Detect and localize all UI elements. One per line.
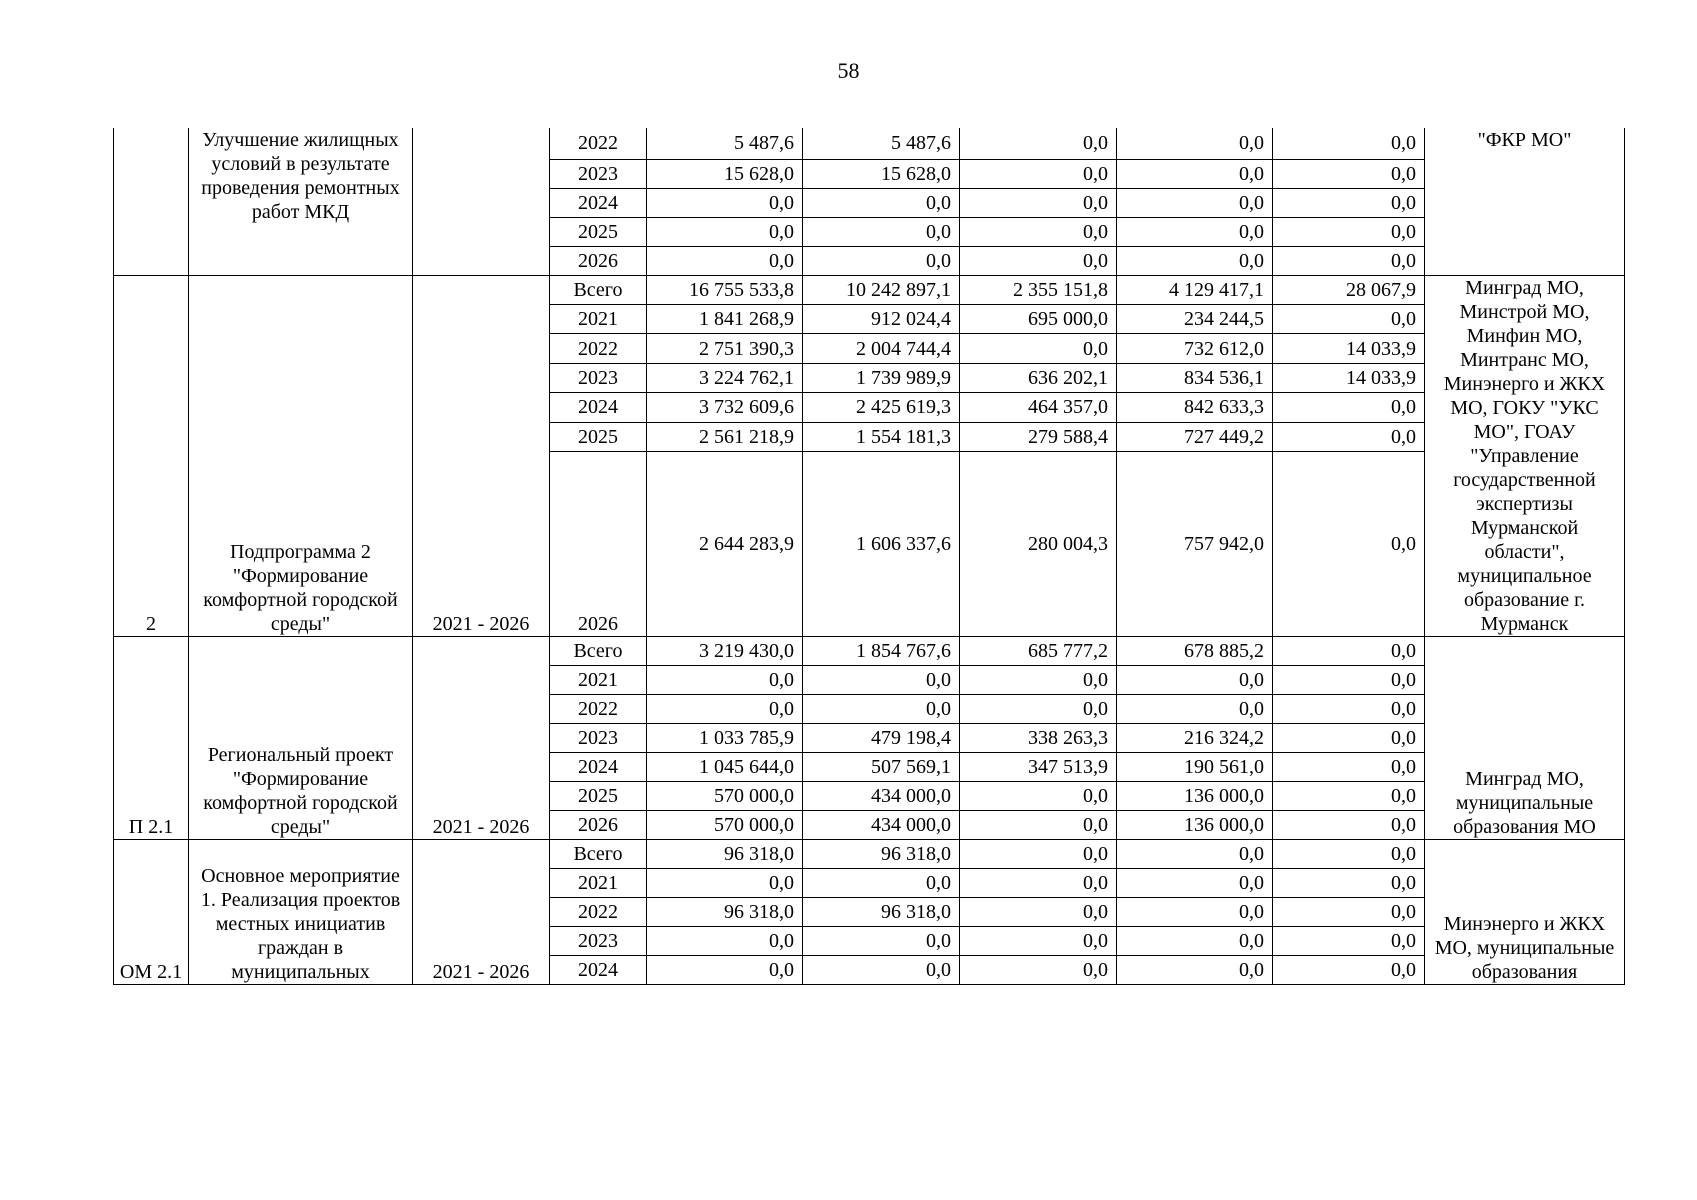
- year-cell: 2026: [550, 246, 647, 275]
- value-cell: 0,0: [803, 926, 960, 955]
- year-cell: 2022: [550, 897, 647, 926]
- value-cell: 28 067,9: [1273, 275, 1425, 304]
- value-cell: 0,0: [960, 781, 1117, 810]
- value-cell: 0,0: [803, 665, 960, 694]
- value-cell: 0,0: [647, 955, 803, 984]
- value-cell: 507 569,1: [803, 752, 960, 781]
- value-cell: 0,0: [1273, 393, 1425, 422]
- value-cell: 0,0: [960, 926, 1117, 955]
- row-executors: Минград МО, Минстрой МО, Минфин МО, Минтранс МО, Минэнерго и ЖКХ МО, ГОКУ "УКС МО", ГОАУ "Управление государственной экспертизы Мурманской области", муниципальное образование г. Мурманск: [1425, 275, 1625, 636]
- year-cell: 2024: [550, 752, 647, 781]
- year-cell: 2023: [550, 159, 647, 188]
- value-cell: 0,0: [647, 694, 803, 723]
- row-code: П 2.1: [114, 636, 189, 839]
- value-cell: 0,0: [960, 694, 1117, 723]
- year-cell: 2021: [550, 304, 647, 333]
- value-cell: 0,0: [803, 217, 960, 246]
- value-cell: 2 355 151,8: [960, 275, 1117, 304]
- value-cell: 0,0: [803, 246, 960, 275]
- year-cell: 2024: [550, 955, 647, 984]
- row-period: [413, 128, 550, 275]
- value-cell: 16 755 533,8: [647, 275, 803, 304]
- value-cell: 0,0: [1273, 781, 1425, 810]
- value-cell: 0,0: [1117, 926, 1273, 955]
- value-cell: 0,0: [1273, 897, 1425, 926]
- row-executors: Минград МО, муниципальные образования МО: [1425, 636, 1625, 839]
- value-cell: 678 885,2: [1117, 636, 1273, 665]
- row-name: Подпрограмма 2 "Формирование комфортной городской среды": [189, 275, 413, 636]
- value-cell: 15 628,0: [647, 159, 803, 188]
- value-cell: 338 263,3: [960, 723, 1117, 752]
- row-name: Региональный проект "Формирование комфортной городской среды": [189, 636, 413, 839]
- value-cell: 0,0: [960, 188, 1117, 217]
- value-cell: 685 777,2: [960, 636, 1117, 665]
- year-cell: 2026: [550, 451, 647, 636]
- value-cell: 0,0: [647, 188, 803, 217]
- value-cell: 0,0: [960, 955, 1117, 984]
- value-cell: 842 633,3: [1117, 393, 1273, 422]
- value-cell: 732 612,0: [1117, 334, 1273, 363]
- year-cell: 2022: [550, 694, 647, 723]
- value-cell: 0,0: [1273, 128, 1425, 159]
- year-cell: 2025: [550, 781, 647, 810]
- value-cell: 96 318,0: [803, 897, 960, 926]
- year-cell: 2026: [550, 810, 647, 839]
- row-period: 2021 - 2026: [413, 636, 550, 839]
- value-cell: 0,0: [647, 665, 803, 694]
- value-cell: 0,0: [1273, 422, 1425, 451]
- value-cell: 0,0: [1273, 451, 1425, 636]
- table-body: [114, 128, 1625, 984]
- value-cell: 0,0: [803, 694, 960, 723]
- value-cell: 0,0: [1273, 217, 1425, 246]
- year-cell: 2023: [550, 926, 647, 955]
- value-cell: 0,0: [1273, 926, 1425, 955]
- year-cell: Всего: [550, 839, 647, 868]
- value-cell: 0,0: [960, 897, 1117, 926]
- value-cell: 0,0: [1273, 839, 1425, 868]
- value-cell: 464 357,0: [960, 393, 1117, 422]
- value-cell: 695 000,0: [960, 304, 1117, 333]
- value-cell: 727 449,2: [1117, 422, 1273, 451]
- value-cell: 834 536,1: [1117, 363, 1273, 392]
- value-cell: 0,0: [1117, 665, 1273, 694]
- budget-table: [113, 128, 1625, 985]
- value-cell: 2 004 744,4: [803, 334, 960, 363]
- value-cell: 0,0: [960, 665, 1117, 694]
- row-name: Основное мероприятие 1. Реализация проектов местных инициатив граждан в муниципальных: [189, 839, 413, 984]
- value-cell: 0,0: [1117, 128, 1273, 159]
- value-cell: 3 224 762,1: [647, 363, 803, 392]
- value-cell: 3 219 430,0: [647, 636, 803, 665]
- row-code: [114, 128, 189, 275]
- value-cell: 4 129 417,1: [1117, 275, 1273, 304]
- year-cell: 2025: [550, 422, 647, 451]
- year-cell: 2024: [550, 188, 647, 217]
- value-cell: 96 318,0: [803, 839, 960, 868]
- value-cell: 5 487,6: [803, 128, 960, 159]
- value-cell: 0,0: [960, 217, 1117, 246]
- value-cell: 434 000,0: [803, 810, 960, 839]
- value-cell: 0,0: [1273, 188, 1425, 217]
- table-row: [114, 839, 1625, 868]
- value-cell: 1 854 767,6: [803, 636, 960, 665]
- value-cell: 14 033,9: [1273, 363, 1425, 392]
- value-cell: 0,0: [1273, 868, 1425, 897]
- value-cell: 2 751 390,3: [647, 334, 803, 363]
- value-cell: 0,0: [1273, 636, 1425, 665]
- value-cell: 1 033 785,9: [647, 723, 803, 752]
- value-cell: 136 000,0: [1117, 810, 1273, 839]
- value-cell: 14 033,9: [1273, 334, 1425, 363]
- value-cell: 1 606 337,6: [803, 451, 960, 636]
- value-cell: 0,0: [1117, 839, 1273, 868]
- page-number: 58: [837, 58, 860, 83]
- value-cell: 0,0: [1117, 159, 1273, 188]
- value-cell: 0,0: [1117, 246, 1273, 275]
- row-code: ОМ 2.1: [114, 839, 189, 984]
- value-cell: 1 841 268,9: [647, 304, 803, 333]
- value-cell: 0,0: [647, 868, 803, 897]
- value-cell: 636 202,1: [960, 363, 1117, 392]
- row-period: 2021 - 2026: [413, 275, 550, 636]
- value-cell: 0,0: [960, 810, 1117, 839]
- value-cell: 912 024,4: [803, 304, 960, 333]
- value-cell: 0,0: [1273, 159, 1425, 188]
- value-cell: 0,0: [647, 217, 803, 246]
- value-cell: 757 942,0: [1117, 451, 1273, 636]
- value-cell: 347 513,9: [960, 752, 1117, 781]
- value-cell: 0,0: [803, 868, 960, 897]
- value-cell: 0,0: [1117, 897, 1273, 926]
- year-cell: 2022: [550, 128, 647, 159]
- year-cell: 2021: [550, 868, 647, 897]
- value-cell: 96 318,0: [647, 897, 803, 926]
- value-cell: 0,0: [960, 839, 1117, 868]
- value-cell: 2 644 283,9: [647, 451, 803, 636]
- value-cell: 0,0: [960, 246, 1117, 275]
- value-cell: 0,0: [803, 955, 960, 984]
- value-cell: 1 554 181,3: [803, 422, 960, 451]
- year-cell: 2021: [550, 665, 647, 694]
- row-executors: Минэнерго и ЖКХ МО, муниципальные образования: [1425, 839, 1625, 984]
- value-cell: 136 000,0: [1117, 781, 1273, 810]
- value-cell: 0,0: [1273, 723, 1425, 752]
- year-cell: 2025: [550, 217, 647, 246]
- table-row: [114, 128, 1625, 159]
- value-cell: 0,0: [960, 159, 1117, 188]
- value-cell: 0,0: [1273, 665, 1425, 694]
- value-cell: 0,0: [1273, 304, 1425, 333]
- table-row: [114, 275, 1625, 304]
- value-cell: 280 004,3: [960, 451, 1117, 636]
- value-cell: 0,0: [1273, 246, 1425, 275]
- value-cell: 570 000,0: [647, 781, 803, 810]
- value-cell: 5 487,6: [647, 128, 803, 159]
- value-cell: 0,0: [960, 868, 1117, 897]
- value-cell: 0,0: [1273, 694, 1425, 723]
- value-cell: 0,0: [803, 188, 960, 217]
- value-cell: 434 000,0: [803, 781, 960, 810]
- value-cell: 0,0: [1117, 694, 1273, 723]
- value-cell: 0,0: [1117, 955, 1273, 984]
- value-cell: 15 628,0: [803, 159, 960, 188]
- value-cell: 0,0: [1273, 752, 1425, 781]
- value-cell: 0,0: [1117, 868, 1273, 897]
- value-cell: 96 318,0: [647, 839, 803, 868]
- value-cell: 2 561 218,9: [647, 422, 803, 451]
- value-cell: 234 244,5: [1117, 304, 1273, 333]
- value-cell: 1 045 644,0: [647, 752, 803, 781]
- value-cell: 0,0: [1117, 188, 1273, 217]
- row-name: Улучшение жилищных условий в результате проведения ремонтных работ МКД: [189, 128, 413, 275]
- year-cell: 2023: [550, 363, 647, 392]
- value-cell: 216 324,2: [1117, 723, 1273, 752]
- year-cell: 2024: [550, 393, 647, 422]
- year-cell: Всего: [550, 636, 647, 665]
- value-cell: 0,0: [647, 246, 803, 275]
- value-cell: 3 732 609,6: [647, 393, 803, 422]
- value-cell: 2 425 619,3: [803, 393, 960, 422]
- table-row: [114, 636, 1625, 665]
- year-cell: 2023: [550, 723, 647, 752]
- value-cell: 1 739 989,9: [803, 363, 960, 392]
- value-cell: 0,0: [1273, 810, 1425, 839]
- value-cell: 570 000,0: [647, 810, 803, 839]
- row-period: 2021 - 2026: [413, 839, 550, 984]
- value-cell: 279 588,4: [960, 422, 1117, 451]
- row-code: 2: [114, 275, 189, 636]
- value-cell: 0,0: [960, 128, 1117, 159]
- value-cell: 0,0: [647, 926, 803, 955]
- value-cell: 0,0: [1273, 955, 1425, 984]
- value-cell: 190 561,0: [1117, 752, 1273, 781]
- value-cell: 0,0: [1117, 217, 1273, 246]
- year-cell: Всего: [550, 275, 647, 304]
- value-cell: 10 242 897,1: [803, 275, 960, 304]
- value-cell: 0,0: [960, 334, 1117, 363]
- year-cell: 2022: [550, 334, 647, 363]
- value-cell: 479 198,4: [803, 723, 960, 752]
- row-executors: "ФКР МО": [1425, 128, 1625, 275]
